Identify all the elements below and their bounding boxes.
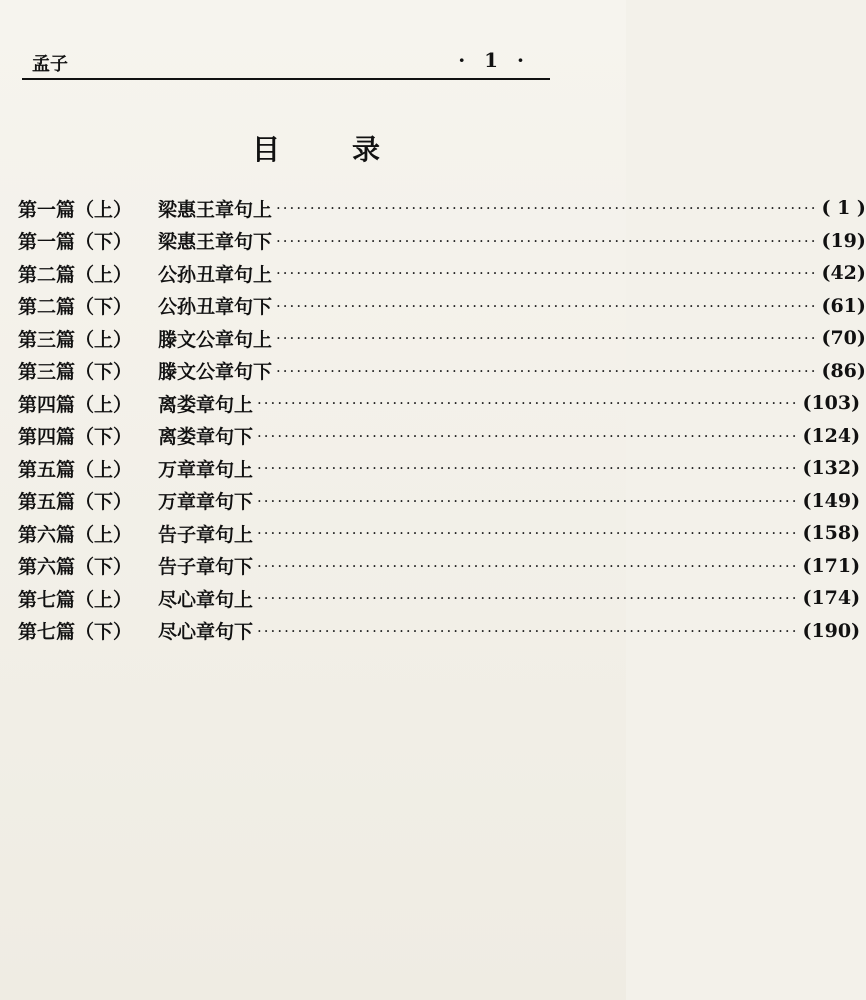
- running-header: [22, 48, 550, 78]
- toc-part-label: 第四篇（上）: [18, 393, 133, 416]
- toc-page-number: (42): [821, 262, 866, 285]
- toc-entry[interactable]: [18, 290, 866, 323]
- toc-page-number: (70): [821, 327, 866, 350]
- toc-leader-dots: ················································································: [257, 459, 799, 478]
- toc-entry[interactable]: [18, 452, 861, 485]
- toc-part-label: 第三篇（上）: [18, 328, 133, 351]
- toc-leader-dots: ················································································: [276, 329, 818, 348]
- toc-leader-dots: ················································································: [276, 199, 818, 218]
- toc-part-label: 第一篇（上）: [18, 198, 133, 221]
- toc-part-label: 第二篇（上）: [18, 263, 133, 286]
- toc-page-number: (86): [821, 359, 866, 382]
- page-number: · 1 ·: [458, 48, 530, 72]
- toc-leader-dots: ················································································: [276, 361, 818, 380]
- toc-leader-dots: ················································································: [257, 556, 799, 575]
- toc-leader-dots: ················································································: [257, 394, 799, 413]
- toc-leader-dots: ················································································: [257, 524, 799, 543]
- toc-chapter-title: 公孙丑章句下: [158, 296, 273, 319]
- toc-chapter-title: 告子章句下: [158, 556, 254, 579]
- toc-leader-dots: ················································································: [257, 491, 799, 510]
- toc-page-number: (61): [821, 294, 866, 317]
- table-of-contents: [18, 192, 866, 647]
- toc-entry[interactable]: [18, 485, 861, 518]
- toc-chapter-title: 尽心章句上: [158, 588, 254, 611]
- toc-entry[interactable]: [18, 582, 861, 615]
- book-title: 孟子: [32, 54, 68, 75]
- toc-entry[interactable]: [18, 550, 861, 583]
- toc-page-number: (149): [802, 489, 861, 512]
- toc-page-number: (171): [802, 554, 861, 577]
- toc-chapter-title: 万章章句上: [158, 458, 254, 481]
- toc-chapter-title: 滕文公章句上: [158, 328, 273, 351]
- toc-leader-dots: ················································································: [257, 621, 799, 640]
- toc-leader-dots: ················································································: [276, 264, 818, 283]
- toc-part-label: 第四篇（下）: [18, 426, 133, 449]
- toc-chapter-title: 离娄章句上: [158, 393, 254, 416]
- toc-entry[interactable]: [18, 355, 866, 388]
- toc-part-label: 第五篇（上）: [18, 458, 133, 481]
- toc-entry[interactable]: [18, 322, 866, 355]
- toc-entry[interactable]: [18, 225, 866, 258]
- toc-page-number: ( 1 ): [821, 197, 866, 220]
- toc-entry[interactable]: [18, 517, 861, 550]
- toc-entry[interactable]: [18, 387, 861, 420]
- toc-page-number: (132): [802, 457, 861, 480]
- toc-entry[interactable]: [18, 257, 866, 290]
- toc-part-label: 第七篇（下）: [18, 621, 133, 644]
- toc-entry[interactable]: [18, 615, 861, 648]
- toc-leader-dots: ················································································: [257, 589, 799, 608]
- header-rule: [22, 78, 550, 80]
- toc-part-label: 第六篇（上）: [18, 523, 133, 546]
- toc-part-label: 第一篇（下）: [18, 231, 133, 254]
- toc-leader-dots: ················································································: [276, 296, 818, 315]
- toc-entry[interactable]: [18, 192, 866, 225]
- toc-part-label: 第二篇（下）: [18, 296, 133, 319]
- toc-part-label: 第七篇（上）: [18, 588, 133, 611]
- toc-page-number: (103): [802, 392, 861, 415]
- toc-part-label: 第五篇（下）: [18, 491, 133, 514]
- toc-chapter-title: 万章章句下: [158, 491, 254, 514]
- toc-leader-dots: ················································································: [276, 231, 818, 250]
- toc-chapter-title: 梁惠王章句上: [158, 198, 273, 221]
- toc-page-number: (158): [802, 522, 861, 545]
- toc-title: 目录: [251, 133, 452, 166]
- toc-chapter-title: 离娄章句下: [158, 426, 254, 449]
- toc-chapter-title: 梁惠王章句下: [158, 231, 273, 254]
- toc-page-number: (19): [821, 229, 866, 252]
- toc-page-number: (190): [802, 619, 861, 642]
- toc-chapter-title: 尽心章句下: [158, 621, 254, 644]
- toc-chapter-title: 公孙丑章句上: [158, 263, 273, 286]
- toc-chapter-title: 告子章句上: [158, 523, 254, 546]
- toc-page-number: (124): [802, 424, 861, 447]
- toc-part-label: 第三篇（下）: [18, 361, 133, 384]
- toc-chapter-title: 滕文公章句下: [158, 361, 273, 384]
- toc-part-label: 第六篇（下）: [18, 556, 133, 579]
- toc-entry[interactable]: [18, 420, 861, 453]
- toc-leader-dots: ················································································: [257, 426, 799, 445]
- toc-page-number: (174): [802, 587, 861, 610]
